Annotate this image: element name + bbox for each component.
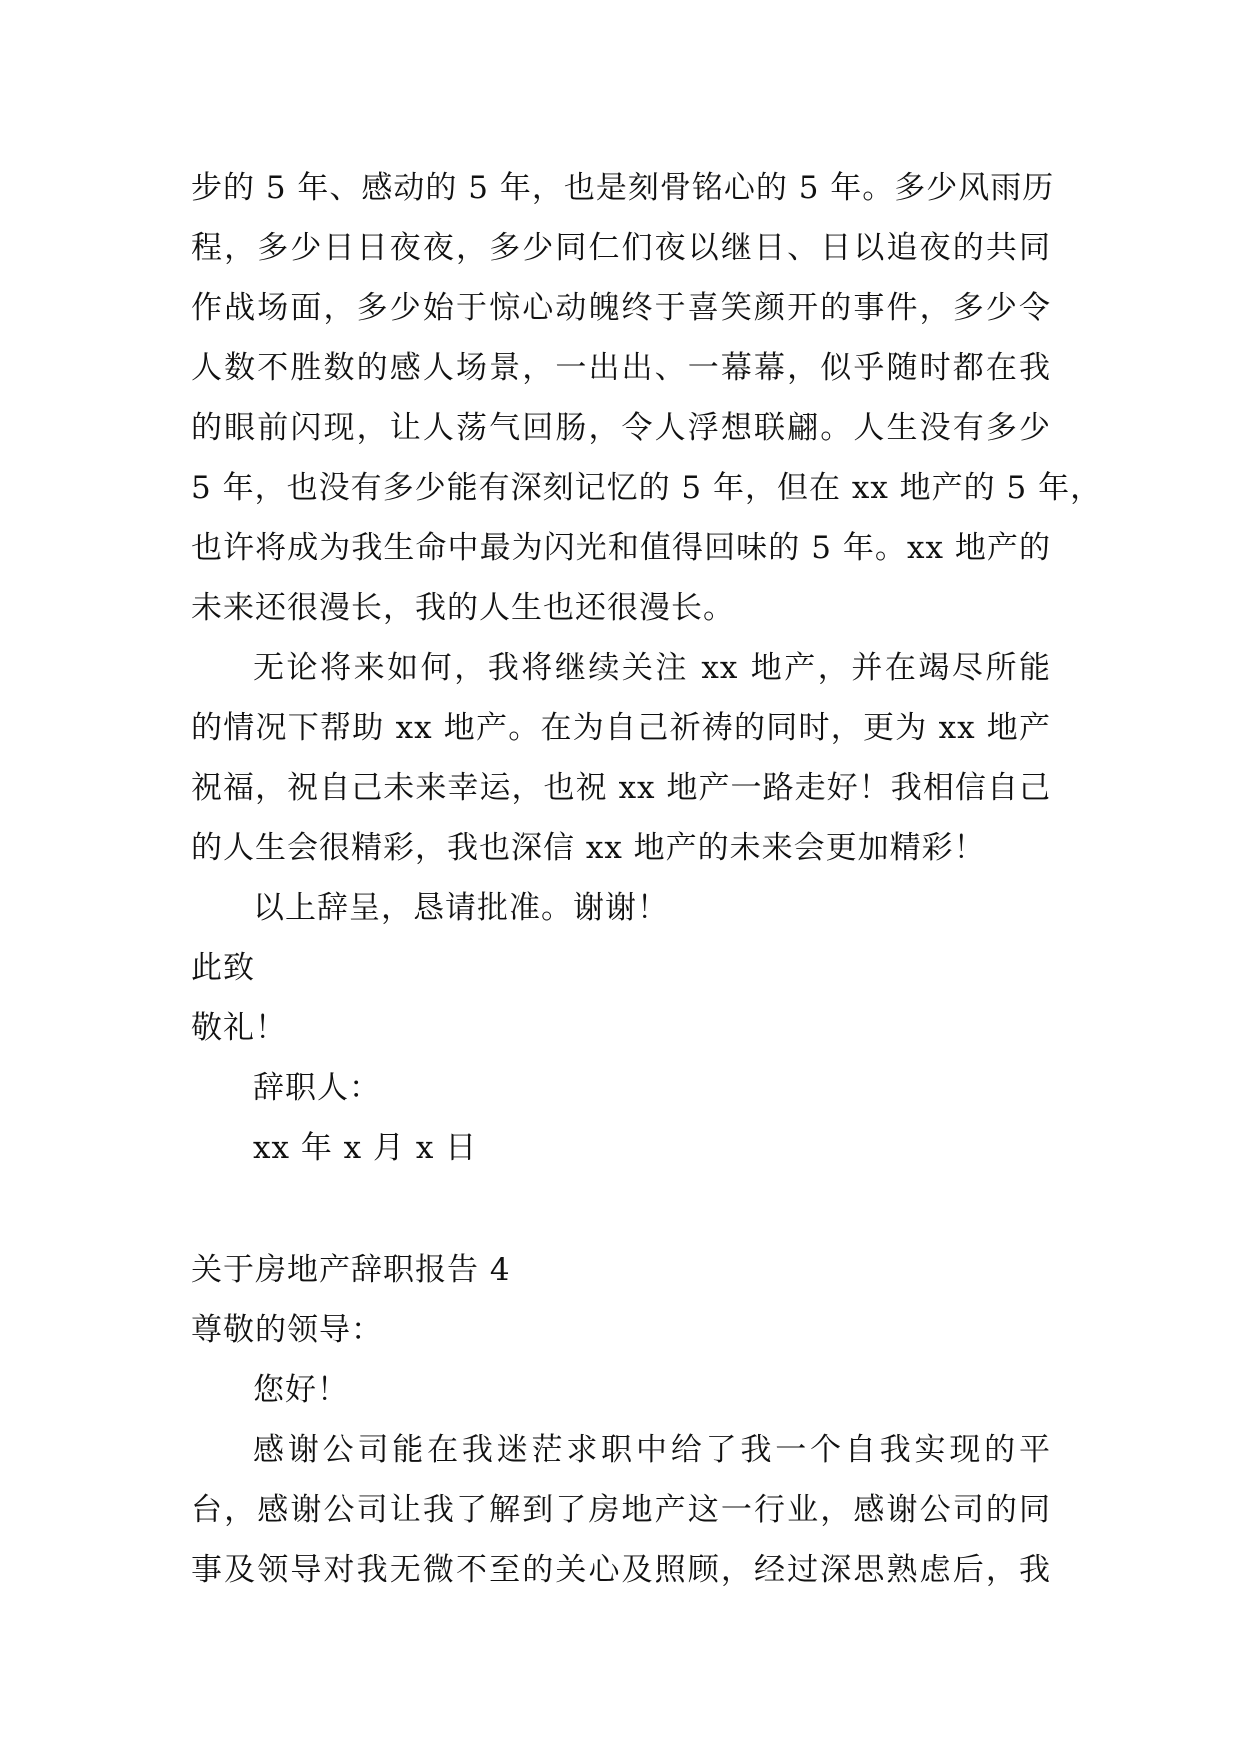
salutation-cizhi: 此致 [191,950,255,986]
text-line: 祝福，祝自己未来幸运，也祝 xx 地产一路走好！我相信自己 [191,770,1051,806]
paragraph-2 [191,638,1051,878]
paragraph-1 [191,158,1103,638]
text-line: 的眼前闪现，让人荡气回肠，令人浮想联翩。人生没有多少 [191,410,1051,446]
text-line: 的人生会很精彩，我也深信 xx 地产的未来会更加精彩！ [191,830,986,866]
text-line: 无论将来如何，我将继续关注 xx 地产，并在竭尽所能 [253,650,1051,686]
text-line: 步的 5 年、感动的 5 年，也是刻骨铭心的 5 年。多少风雨历 [191,170,1055,206]
text-line: 5 年，也没有多少能有深刻记忆的 5 年，但在 xx 地产的 5 年， [191,470,1103,506]
section-gap [191,1178,1051,1240]
text-line: 感谢公司能在我迷茫求职中给了我一个自我实现的平 [253,1432,1051,1468]
signer-label: 辞职人： [253,1070,381,1106]
report-4-body [191,1420,1051,1600]
signature-date: xx 年 x 月 x 日 [253,1130,478,1166]
text-line: 程，多少日日夜夜，多少同仁们夜以继日、日以追夜的共同 [191,230,1051,266]
document-body [191,158,1103,1600]
text-line: 未来还很漫长，我的人生也还很漫长。 [191,590,735,626]
text-line: 事及领导对我无微不至的关心及照顾，经过深思熟虑后，我 [191,1552,1051,1588]
text-line: 也许将成为我生命中最为闪光和值得回味的 5 年。xx 地产的 [191,530,1051,566]
section-title: 关于房地产辞职报告 4 [191,1252,511,1288]
text-line: 人数不胜数的感人场景，一出出、一幕幕，似乎随时都在我 [191,350,1051,386]
salutation-jingli: 敬礼！ [191,1010,287,1046]
letter-greeting: 尊敬的领导： [191,1312,383,1348]
letter-hello: 您好！ [253,1372,349,1408]
text-line: 的情况下帮助 xx 地产。在为自己祈祷的同时，更为 xx 地产 [191,710,1051,746]
text-line: 作战场面，多少始于惊心动魄终于喜笑颜开的事件，多少令 [191,290,1051,326]
text-line: 台，感谢公司让我了解到了房地产这一行业，感谢公司的同 [191,1492,1051,1528]
closing-request: 以上辞呈，恳请批准。谢谢！ [253,890,669,926]
